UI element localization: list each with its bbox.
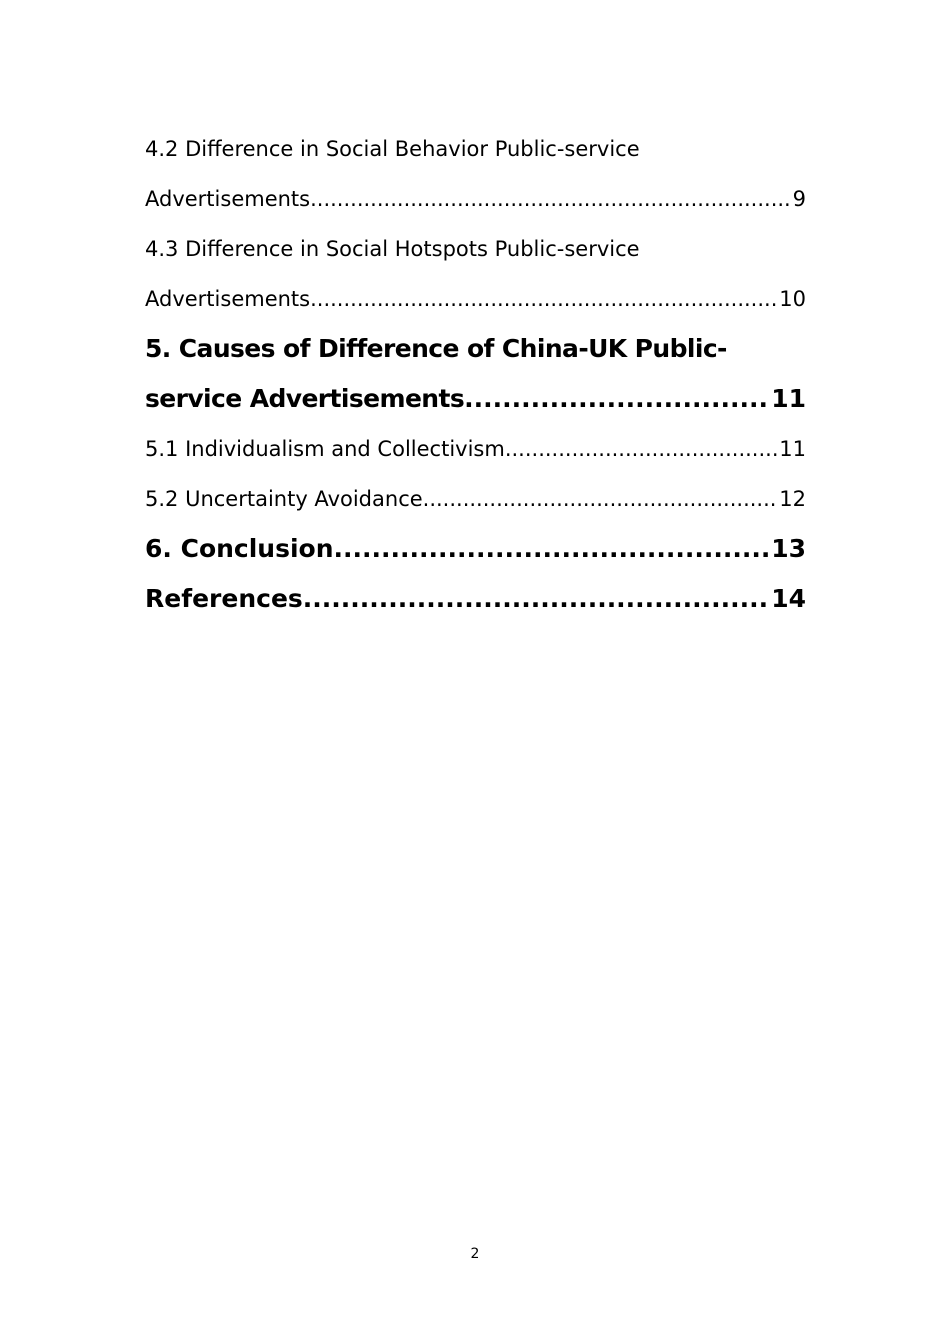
toc-entry-5-line-2[interactable] bbox=[145, 374, 806, 424]
toc-entry-title: References bbox=[145, 584, 303, 613]
toc-entry-title: Advertisements bbox=[145, 287, 311, 311]
toc-entry-text: 4.3 Difference in Social Hotspots Public-service bbox=[145, 237, 640, 261]
toc-entry-5-1[interactable] bbox=[145, 424, 806, 474]
toc-dot-leader bbox=[334, 524, 770, 574]
toc-entry-text: 4.2 Difference in Social Behavior Public-service bbox=[145, 137, 640, 161]
toc-dot-leader bbox=[303, 574, 769, 624]
toc-entry-4-3-line-2[interactable] bbox=[145, 274, 806, 324]
toc-dot-leader bbox=[310, 174, 791, 224]
toc-entry-title: service Advertisements bbox=[145, 384, 465, 413]
toc-dot-leader bbox=[310, 274, 777, 324]
toc-page-number: 11 bbox=[779, 437, 806, 461]
toc-entry-4-3-line-1 bbox=[145, 224, 806, 274]
toc-page-number: 10 bbox=[779, 287, 806, 311]
toc-entry-5-2[interactable] bbox=[145, 474, 806, 524]
toc-dot-leader bbox=[423, 474, 778, 524]
toc-dot-leader bbox=[464, 374, 769, 424]
toc-page-number: 14 bbox=[771, 584, 806, 613]
table-of-contents bbox=[145, 124, 806, 624]
toc-entry-6[interactable] bbox=[145, 524, 806, 574]
toc-entry-title: Advertisements bbox=[145, 187, 311, 211]
toc-dot-leader bbox=[505, 424, 777, 474]
toc-entry-5-line-1 bbox=[145, 324, 806, 374]
toc-entry-text: 5. Causes of Difference of China-UK Public- bbox=[145, 334, 727, 363]
toc-entry-references[interactable] bbox=[145, 574, 806, 624]
toc-entry-4-2-line-1 bbox=[145, 124, 806, 174]
toc-entry-title: 5.2 Uncertainty Avoidance bbox=[145, 487, 423, 511]
toc-page-number: 9 bbox=[792, 187, 806, 211]
page-number: 2 bbox=[470, 1246, 480, 1262]
toc-entry-title: 5.1 Individualism and Collectivism bbox=[145, 437, 505, 461]
toc-entry-title: 6. Conclusion bbox=[145, 534, 334, 563]
toc-entry-4-2-line-2[interactable] bbox=[145, 174, 806, 224]
toc-page-number: 12 bbox=[779, 487, 806, 511]
toc-page-number: 13 bbox=[771, 534, 806, 563]
toc-page-number: 11 bbox=[771, 384, 806, 413]
